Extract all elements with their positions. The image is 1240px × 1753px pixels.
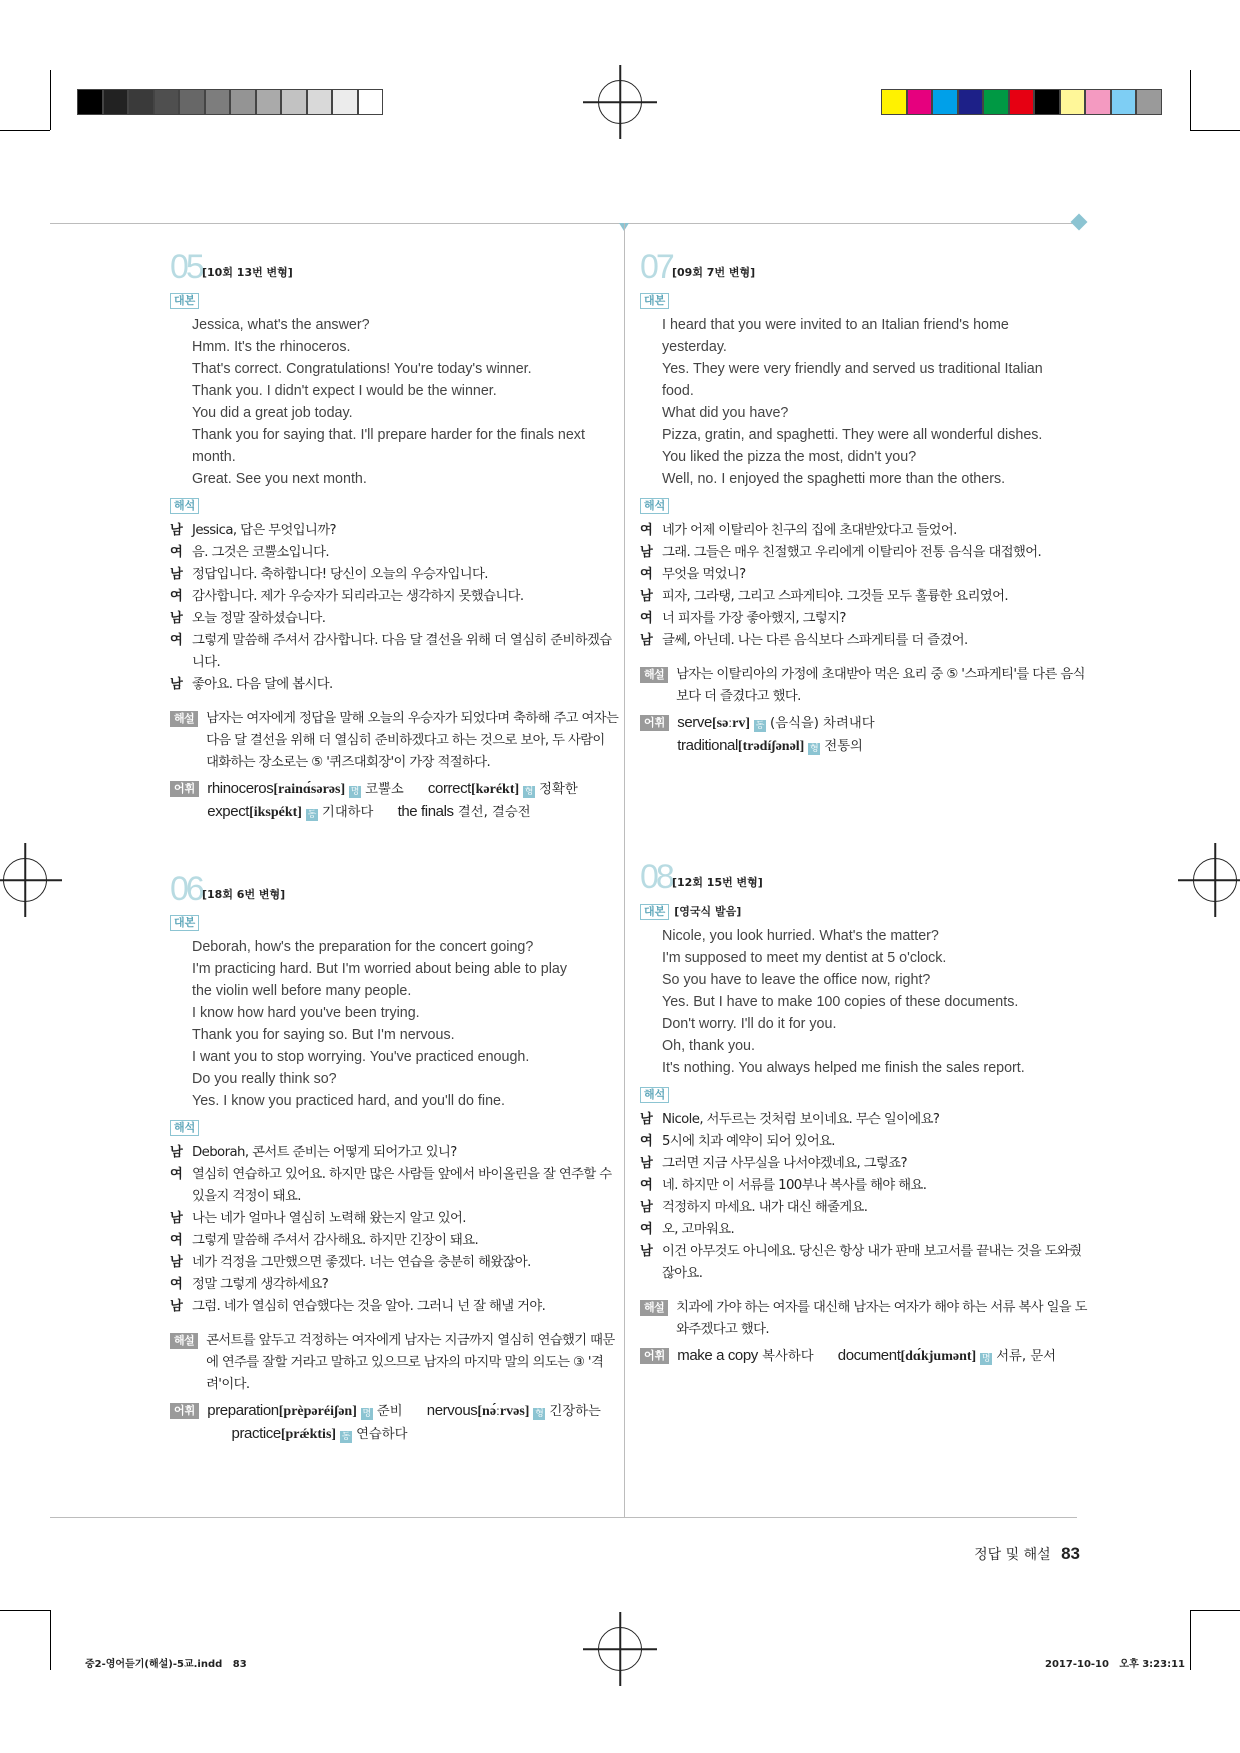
color-swatch bbox=[128, 89, 154, 115]
speaker: 남 bbox=[640, 1112, 653, 1127]
line-text: 오, 고마워요. bbox=[662, 1222, 735, 1237]
vocabulary-label: 어휘 bbox=[170, 781, 199, 797]
vocabulary-label: 어휘 bbox=[640, 1348, 669, 1364]
vocab-meaning: 준비 bbox=[376, 1404, 403, 1419]
question-number: 06 bbox=[170, 870, 202, 908]
vocab-word: nervous bbox=[426, 1402, 478, 1419]
line-text: 정말 그렇게 생각하세요? bbox=[192, 1277, 329, 1292]
explanation-label: 해설 bbox=[640, 667, 668, 683]
question-source: [18회 6번 변형] bbox=[202, 888, 286, 901]
speaker: 여 bbox=[170, 1233, 183, 1248]
translation-line bbox=[640, 630, 1090, 652]
vocab-pronunciation: [nə́ːrvəs] bbox=[477, 1404, 530, 1419]
line-text: 정답입니다. 축하합니다! 당신이 오늘의 우승자입니다. bbox=[192, 567, 488, 582]
script-lines bbox=[192, 314, 620, 490]
speaker: 여 bbox=[170, 1167, 183, 1182]
explanation-label: 해설 bbox=[640, 1300, 668, 1316]
vocab-pronunciation: [dɑ́kjumənt] bbox=[900, 1349, 977, 1364]
speaker: 남 bbox=[640, 1244, 653, 1259]
explanation bbox=[170, 708, 620, 774]
line-text: 감사합니다. 제가 우승자가 되리라고는 생각하지 못했습니다. bbox=[192, 589, 524, 604]
vocabulary bbox=[170, 1400, 620, 1446]
speaker: 남 bbox=[170, 1211, 183, 1226]
script-line: Great. See you next month. bbox=[192, 471, 367, 487]
speaker: 남 bbox=[640, 633, 653, 648]
line-text: Nicole, 서두르는 것처럼 보이네요. 무슨 일이에요? bbox=[662, 1112, 940, 1127]
color-swatch bbox=[1060, 89, 1086, 115]
translation-line bbox=[170, 1252, 620, 1274]
vocabulary bbox=[640, 1345, 1090, 1368]
script-line: I know how hard you've been trying. bbox=[192, 1005, 420, 1021]
translation-line bbox=[640, 520, 1090, 542]
question-number: 08 bbox=[640, 858, 672, 896]
speaker: 남 bbox=[640, 1200, 653, 1215]
explanation bbox=[170, 1330, 620, 1396]
translation-label: 해석 bbox=[640, 498, 669, 514]
translation-line bbox=[170, 674, 620, 696]
line-text: 그렇게 말씀해 주셔서 감사해요. 하지만 긴장이 돼요. bbox=[192, 1233, 479, 1248]
translation-label: 해석 bbox=[170, 1120, 199, 1136]
script-line: the violin well before many people. bbox=[192, 983, 412, 999]
line-text: 그렇게 말씀해 주셔서 감사합니다. 다음 달 결선을 위해 더 열심히 준비하겠습니다. bbox=[192, 633, 612, 670]
part-of-speech-badge: 명 bbox=[981, 1354, 991, 1364]
color-swatch bbox=[179, 89, 205, 115]
speaker: 여 bbox=[640, 1178, 653, 1193]
speaker: 남 bbox=[170, 677, 183, 692]
vocab-meaning: 결선, 결승전 bbox=[457, 805, 531, 820]
speaker: 여 bbox=[640, 611, 653, 626]
translation-label: 해석 bbox=[170, 498, 199, 514]
color-swatch bbox=[77, 89, 103, 115]
bottom-rule bbox=[50, 1517, 1077, 1518]
translation-line bbox=[170, 1164, 620, 1208]
translation-line bbox=[170, 520, 620, 542]
print-timestamp: 2017-10-10 오후 3:23:11 bbox=[1045, 1659, 1185, 1670]
script-line: That's correct. Congratulations! You're today's winner. bbox=[192, 361, 532, 377]
line-text: 5시에 치과 예약이 되어 있어요. bbox=[662, 1134, 835, 1149]
script-label: 대본 bbox=[170, 293, 199, 309]
explanation-text: 남자는 이탈리아의 가정에 초대받아 먹은 요리 중 ⑤ '스파게티'를 다른 음식보다 더 즐겼다고 했다. bbox=[676, 667, 1085, 704]
part-of-speech-badge: 형 bbox=[809, 744, 819, 754]
part-of-speech-badge: 동 bbox=[341, 1432, 351, 1442]
color-swatch bbox=[103, 89, 129, 115]
speaker: 여 bbox=[170, 545, 183, 560]
explanation-label: 해설 bbox=[170, 711, 198, 727]
accent-note: [영국식 발음] bbox=[674, 905, 742, 918]
vocab-pronunciation: [səːrv] bbox=[711, 716, 751, 731]
script-line: Yes. But I have to make 100 copies of these documents. bbox=[662, 994, 1019, 1010]
vocab-pronunciation: [trədíʃənəl] bbox=[737, 739, 805, 754]
vocabulary bbox=[170, 778, 620, 824]
registration-mark-right bbox=[1193, 858, 1237, 902]
color-swatch bbox=[358, 89, 384, 115]
vocabulary-label: 어휘 bbox=[170, 1403, 199, 1419]
script-line: Thank you. I didn't expect I would be the winner. bbox=[192, 383, 497, 399]
script-label: 대본 bbox=[640, 904, 669, 920]
question-source: [10회 13번 변형] bbox=[202, 266, 293, 279]
speaker: 남 bbox=[170, 523, 183, 538]
part-of-speech-badge: 형 bbox=[535, 1409, 544, 1419]
script-line: Thank you for saying that. I'll prepare harder for the finals next bbox=[192, 427, 585, 443]
speaker: 여 bbox=[170, 1277, 183, 1292]
color-swatch bbox=[983, 89, 1009, 115]
question-number: 07 bbox=[640, 248, 672, 286]
question-source: [12회 15번 변형] bbox=[672, 876, 763, 889]
explanation-text: 콘서트를 앞두고 걱정하는 여자에게 남자는 지금까지 열심히 연습했기 때문에 연주를 잘할 거라고 말하고 있으므로 남자의 마지막 말의 의도는 ③ '격려'이다. bbox=[206, 1333, 615, 1392]
vocab-meaning: 서류, 문서 bbox=[996, 1349, 1057, 1364]
script-line: Well, no. I enjoyed the spaghetti more than the others. bbox=[662, 471, 1006, 487]
speaker: 남 bbox=[170, 1145, 183, 1160]
translation-line bbox=[170, 1230, 620, 1252]
line-text: 그래. 그들은 매우 친절했고 우리에게 이탈리아 전통 음식을 대접했어. bbox=[662, 545, 1042, 560]
line-text: 너 피자를 가장 좋아했지, 그렇지? bbox=[662, 611, 846, 626]
question-05 bbox=[170, 248, 620, 824]
script-lines bbox=[662, 925, 1090, 1079]
translation-line bbox=[170, 1208, 620, 1230]
script-line: You liked the pizza the most, didn't you? bbox=[662, 449, 917, 465]
script-line: Deborah, how's the preparation for the concert going? bbox=[192, 939, 534, 955]
translation-line bbox=[640, 608, 1090, 630]
vocab-pronunciation: [prǽktis] bbox=[280, 1427, 337, 1442]
script-label: 대본 bbox=[170, 915, 199, 931]
translation-lines bbox=[170, 520, 620, 696]
line-text: 글쎄, 아닌데. 나는 다른 음식보다 스파게티를 더 즐겼어. bbox=[662, 633, 968, 648]
explanation-text: 치과에 가야 하는 여자를 대신해 남자는 여자가 해야 하는 서류 복사 일을 도와주겠다고 했다. bbox=[676, 1300, 1087, 1337]
script-line: Yes. They were very friendly and served us traditional Italian bbox=[662, 361, 1043, 377]
color-swatch bbox=[205, 89, 231, 115]
speaker: 남 bbox=[170, 611, 183, 626]
speaker: 남 bbox=[170, 1255, 183, 1270]
translation-line bbox=[170, 564, 620, 586]
part-of-speech-badge: 형 bbox=[524, 787, 534, 797]
translation-lines bbox=[640, 1109, 1090, 1285]
color-swatch bbox=[256, 89, 282, 115]
vocab-meaning: 복사하다 bbox=[762, 1349, 814, 1364]
color-swatch bbox=[154, 89, 180, 115]
line-text: 그럼. 네가 열심히 연습했다는 것을 알아. 그러니 넌 잘 해낼 거야. bbox=[192, 1299, 546, 1314]
translation-line bbox=[640, 1153, 1090, 1175]
part-of-speech-badge: 명 bbox=[362, 1409, 372, 1419]
speaker: 남 bbox=[640, 589, 653, 604]
vocab-word: preparation bbox=[207, 1402, 279, 1419]
question-source: [09회 7번 변형] bbox=[672, 266, 756, 279]
registration-mark-left bbox=[3, 858, 47, 902]
color-swatch bbox=[230, 89, 256, 115]
translation-line bbox=[170, 586, 620, 608]
speaker: 여 bbox=[640, 1222, 653, 1237]
line-text: 피자, 그라탱, 그리고 스파게티야. 그것들 모두 훌륭한 요리였어. bbox=[662, 589, 1009, 604]
column-divider bbox=[624, 223, 625, 1518]
script-line: Yes. I know you practiced hard, and you'll do fine. bbox=[192, 1093, 505, 1109]
top-rule bbox=[50, 223, 1077, 224]
script-line: So you have to leave the office now, right? bbox=[662, 972, 931, 988]
line-text: 네. 하지만 이 서류를 100부나 복사를 해야 해요. bbox=[662, 1178, 927, 1193]
color-swatch bbox=[958, 89, 984, 115]
color-swatch bbox=[907, 89, 933, 115]
vocab-meaning: 기대하다 bbox=[321, 805, 374, 820]
vocab-word: correct bbox=[427, 780, 471, 797]
script-line: Thank you for saying so. But I'm nervous. bbox=[192, 1027, 455, 1043]
line-text: Jessica, 답은 무엇입니까? bbox=[192, 523, 336, 538]
script-label: 대본 bbox=[640, 293, 669, 309]
page-number: 83 bbox=[1061, 1544, 1080, 1563]
script-line: I'm supposed to meet my dentist at 5 o'clock. bbox=[662, 950, 947, 966]
line-text: 오늘 정말 잘하셨습니다. bbox=[192, 611, 326, 626]
explanation-text: 남자는 여자에게 정답을 말해 오늘의 우승자가 되었다며 축하해 주고 여자는 다음 달 결선을 위해 더 열심히 준비하겠다고 하는 것으로 보아, 두 사람이 대화하는 장소로는 ⑤ '퀴즈대회장'이 가장 적절하다. bbox=[206, 711, 619, 770]
line-text: 음. 그것은 코뿔소입니다. bbox=[192, 545, 329, 560]
vocab-word: rhinoceros bbox=[207, 780, 274, 797]
question-08 bbox=[640, 858, 1090, 1368]
explanation-label: 해설 bbox=[170, 1333, 198, 1349]
vocab-pronunciation: [prèpəréiʃən] bbox=[278, 1404, 357, 1419]
vocab-meaning: (음식을) 차려내다 bbox=[770, 716, 875, 731]
translation-line bbox=[170, 1296, 620, 1318]
explanation bbox=[640, 1297, 1090, 1341]
color-swatch bbox=[1009, 89, 1035, 115]
script-line: Don't worry. I'll do it for you. bbox=[662, 1016, 837, 1032]
registration-mark-top bbox=[598, 80, 642, 124]
vocab-word: the finals bbox=[397, 803, 454, 820]
translation-line bbox=[640, 1219, 1090, 1241]
vocab-pronunciation: [kərékt] bbox=[470, 782, 520, 797]
translation-line bbox=[640, 586, 1090, 608]
translation-line bbox=[640, 542, 1090, 564]
speaker: 여 bbox=[640, 523, 653, 538]
script-lines bbox=[192, 936, 620, 1112]
translation-line bbox=[170, 608, 620, 630]
script-line: Pizza, gratin, and spaghetti. They were all wonderful dishes. bbox=[662, 427, 1043, 443]
translation-line bbox=[640, 1175, 1090, 1197]
vocab-word: expect bbox=[207, 803, 250, 820]
color-swatch bbox=[881, 89, 907, 115]
color-swatch bbox=[281, 89, 307, 115]
color-swatch bbox=[1136, 89, 1162, 115]
color-swatch bbox=[1034, 89, 1060, 115]
part-of-speech-badge: 동 bbox=[307, 810, 317, 820]
vocab-pronunciation: [ikspékt] bbox=[249, 805, 302, 820]
speaker: 여 bbox=[640, 1134, 653, 1149]
script-line: food. bbox=[662, 383, 694, 399]
question-06 bbox=[170, 870, 620, 1446]
part-of-speech-badge: 동 bbox=[755, 721, 765, 731]
speaker: 남 bbox=[640, 1156, 653, 1171]
line-text: 열심히 연습하고 있어요. 하지만 많은 사람들 앞에서 바이올린을 잘 연주할 수 있을지 걱정이 돼요. bbox=[192, 1167, 612, 1204]
speaker: 여 bbox=[170, 589, 183, 604]
translation-lines bbox=[170, 1142, 620, 1318]
color-swatch bbox=[1111, 89, 1137, 115]
script-line: I'm practicing hard. But I'm worried about being able to play bbox=[192, 961, 567, 977]
question-07 bbox=[640, 248, 1090, 758]
script-line: Jessica, what's the answer? bbox=[192, 317, 370, 333]
page-label: 정답 및 해설 bbox=[974, 1547, 1051, 1563]
speaker: 남 bbox=[170, 1299, 183, 1314]
translation-line bbox=[640, 564, 1090, 586]
vocab-word: document bbox=[837, 1347, 901, 1364]
script-lines bbox=[662, 314, 1090, 490]
question-number: 05 bbox=[170, 248, 202, 286]
translation-line bbox=[170, 1274, 620, 1296]
vocab-meaning: 긴장하는 bbox=[549, 1404, 601, 1419]
script-line: I want you to stop worrying. You've practiced enough. bbox=[192, 1049, 530, 1065]
line-text: 나는 네가 얼마나 열심히 노력해 왔는지 알고 있어. bbox=[192, 1211, 466, 1226]
script-line: Nicole, you look hurried. What's the matter? bbox=[662, 928, 939, 944]
vocab-word: serve bbox=[677, 714, 712, 731]
vocab-meaning: 연습하다 bbox=[356, 1427, 408, 1442]
vocabulary bbox=[640, 712, 1090, 758]
color-swatch bbox=[1085, 89, 1111, 115]
registration-mark-bottom bbox=[598, 1627, 642, 1671]
script-line: It's nothing. You always helped me finish the sales report. bbox=[662, 1060, 1025, 1076]
line-text: 걱정하지 마세요. 내가 대신 해줄게요. bbox=[662, 1200, 868, 1215]
translation-line bbox=[640, 1241, 1090, 1285]
vocab-word: practice bbox=[231, 1425, 281, 1442]
script-line: Do you really think so? bbox=[192, 1071, 337, 1087]
script-line: yesterday. bbox=[662, 339, 727, 355]
line-text: Deborah, 콘서트 준비는 어떻게 되어가고 있니? bbox=[192, 1145, 457, 1160]
color-swatch bbox=[932, 89, 958, 115]
vocab-meaning: 정확한 bbox=[539, 782, 578, 797]
translation-line bbox=[170, 1142, 620, 1164]
vocab-meaning: 전통의 bbox=[824, 739, 863, 754]
color-swatch bbox=[332, 89, 358, 115]
diamond-ornament bbox=[1071, 214, 1088, 231]
file-name: 중2-영어듣기(해설)-5교.indd 83 bbox=[85, 1659, 247, 1670]
script-line: You did a great job today. bbox=[192, 405, 353, 421]
translation-label: 해석 bbox=[640, 1087, 669, 1103]
script-line: month. bbox=[192, 449, 236, 465]
speaker: 여 bbox=[170, 633, 183, 648]
vocab-word: traditional bbox=[677, 737, 738, 754]
translation-lines bbox=[640, 520, 1090, 652]
translation-line bbox=[640, 1197, 1090, 1219]
speaker: 여 bbox=[640, 567, 653, 582]
vocab-word: make a copy bbox=[677, 1347, 758, 1364]
translation-line bbox=[170, 542, 620, 564]
translation-line bbox=[170, 630, 620, 674]
line-text: 그러면 지금 사무실을 나서야겠네요, 그렇죠? bbox=[662, 1156, 907, 1171]
line-text: 네가 걱정을 그만했으면 좋겠다. 너는 연습을 충분히 해왔잖아. bbox=[192, 1255, 531, 1270]
vocab-pronunciation: [rainɑ́sərəs] bbox=[273, 782, 346, 797]
line-text: 이건 아무것도 아니에요. 당신은 항상 내가 판매 보고서를 끝내는 것을 도와줬잖아요. bbox=[662, 1244, 1082, 1281]
vocabulary-label: 어휘 bbox=[640, 715, 669, 731]
translation-line bbox=[640, 1131, 1090, 1153]
explanation bbox=[640, 664, 1090, 708]
part-of-speech-badge: 명 bbox=[350, 787, 360, 797]
color-swatch bbox=[307, 89, 333, 115]
vocab-meaning: 코뿔소 bbox=[365, 782, 404, 797]
speaker: 남 bbox=[640, 545, 653, 560]
line-text: 무엇을 먹었니? bbox=[662, 567, 746, 582]
line-text: 좋아요. 다음 달에 봅시다. bbox=[192, 677, 333, 692]
script-line: I heard that you were invited to an Italian friend's home bbox=[662, 317, 1009, 333]
line-text: 네가 어제 이탈리아 친구의 집에 초대받았다고 들었어. bbox=[662, 523, 957, 538]
speaker: 남 bbox=[170, 567, 183, 582]
script-line: What did you have? bbox=[662, 405, 789, 421]
page-footer bbox=[974, 1544, 1080, 1564]
script-line: Oh, thank you. bbox=[662, 1038, 755, 1054]
script-line: Hmm. It's the rhinoceros. bbox=[192, 339, 351, 355]
translation-line bbox=[640, 1109, 1090, 1131]
